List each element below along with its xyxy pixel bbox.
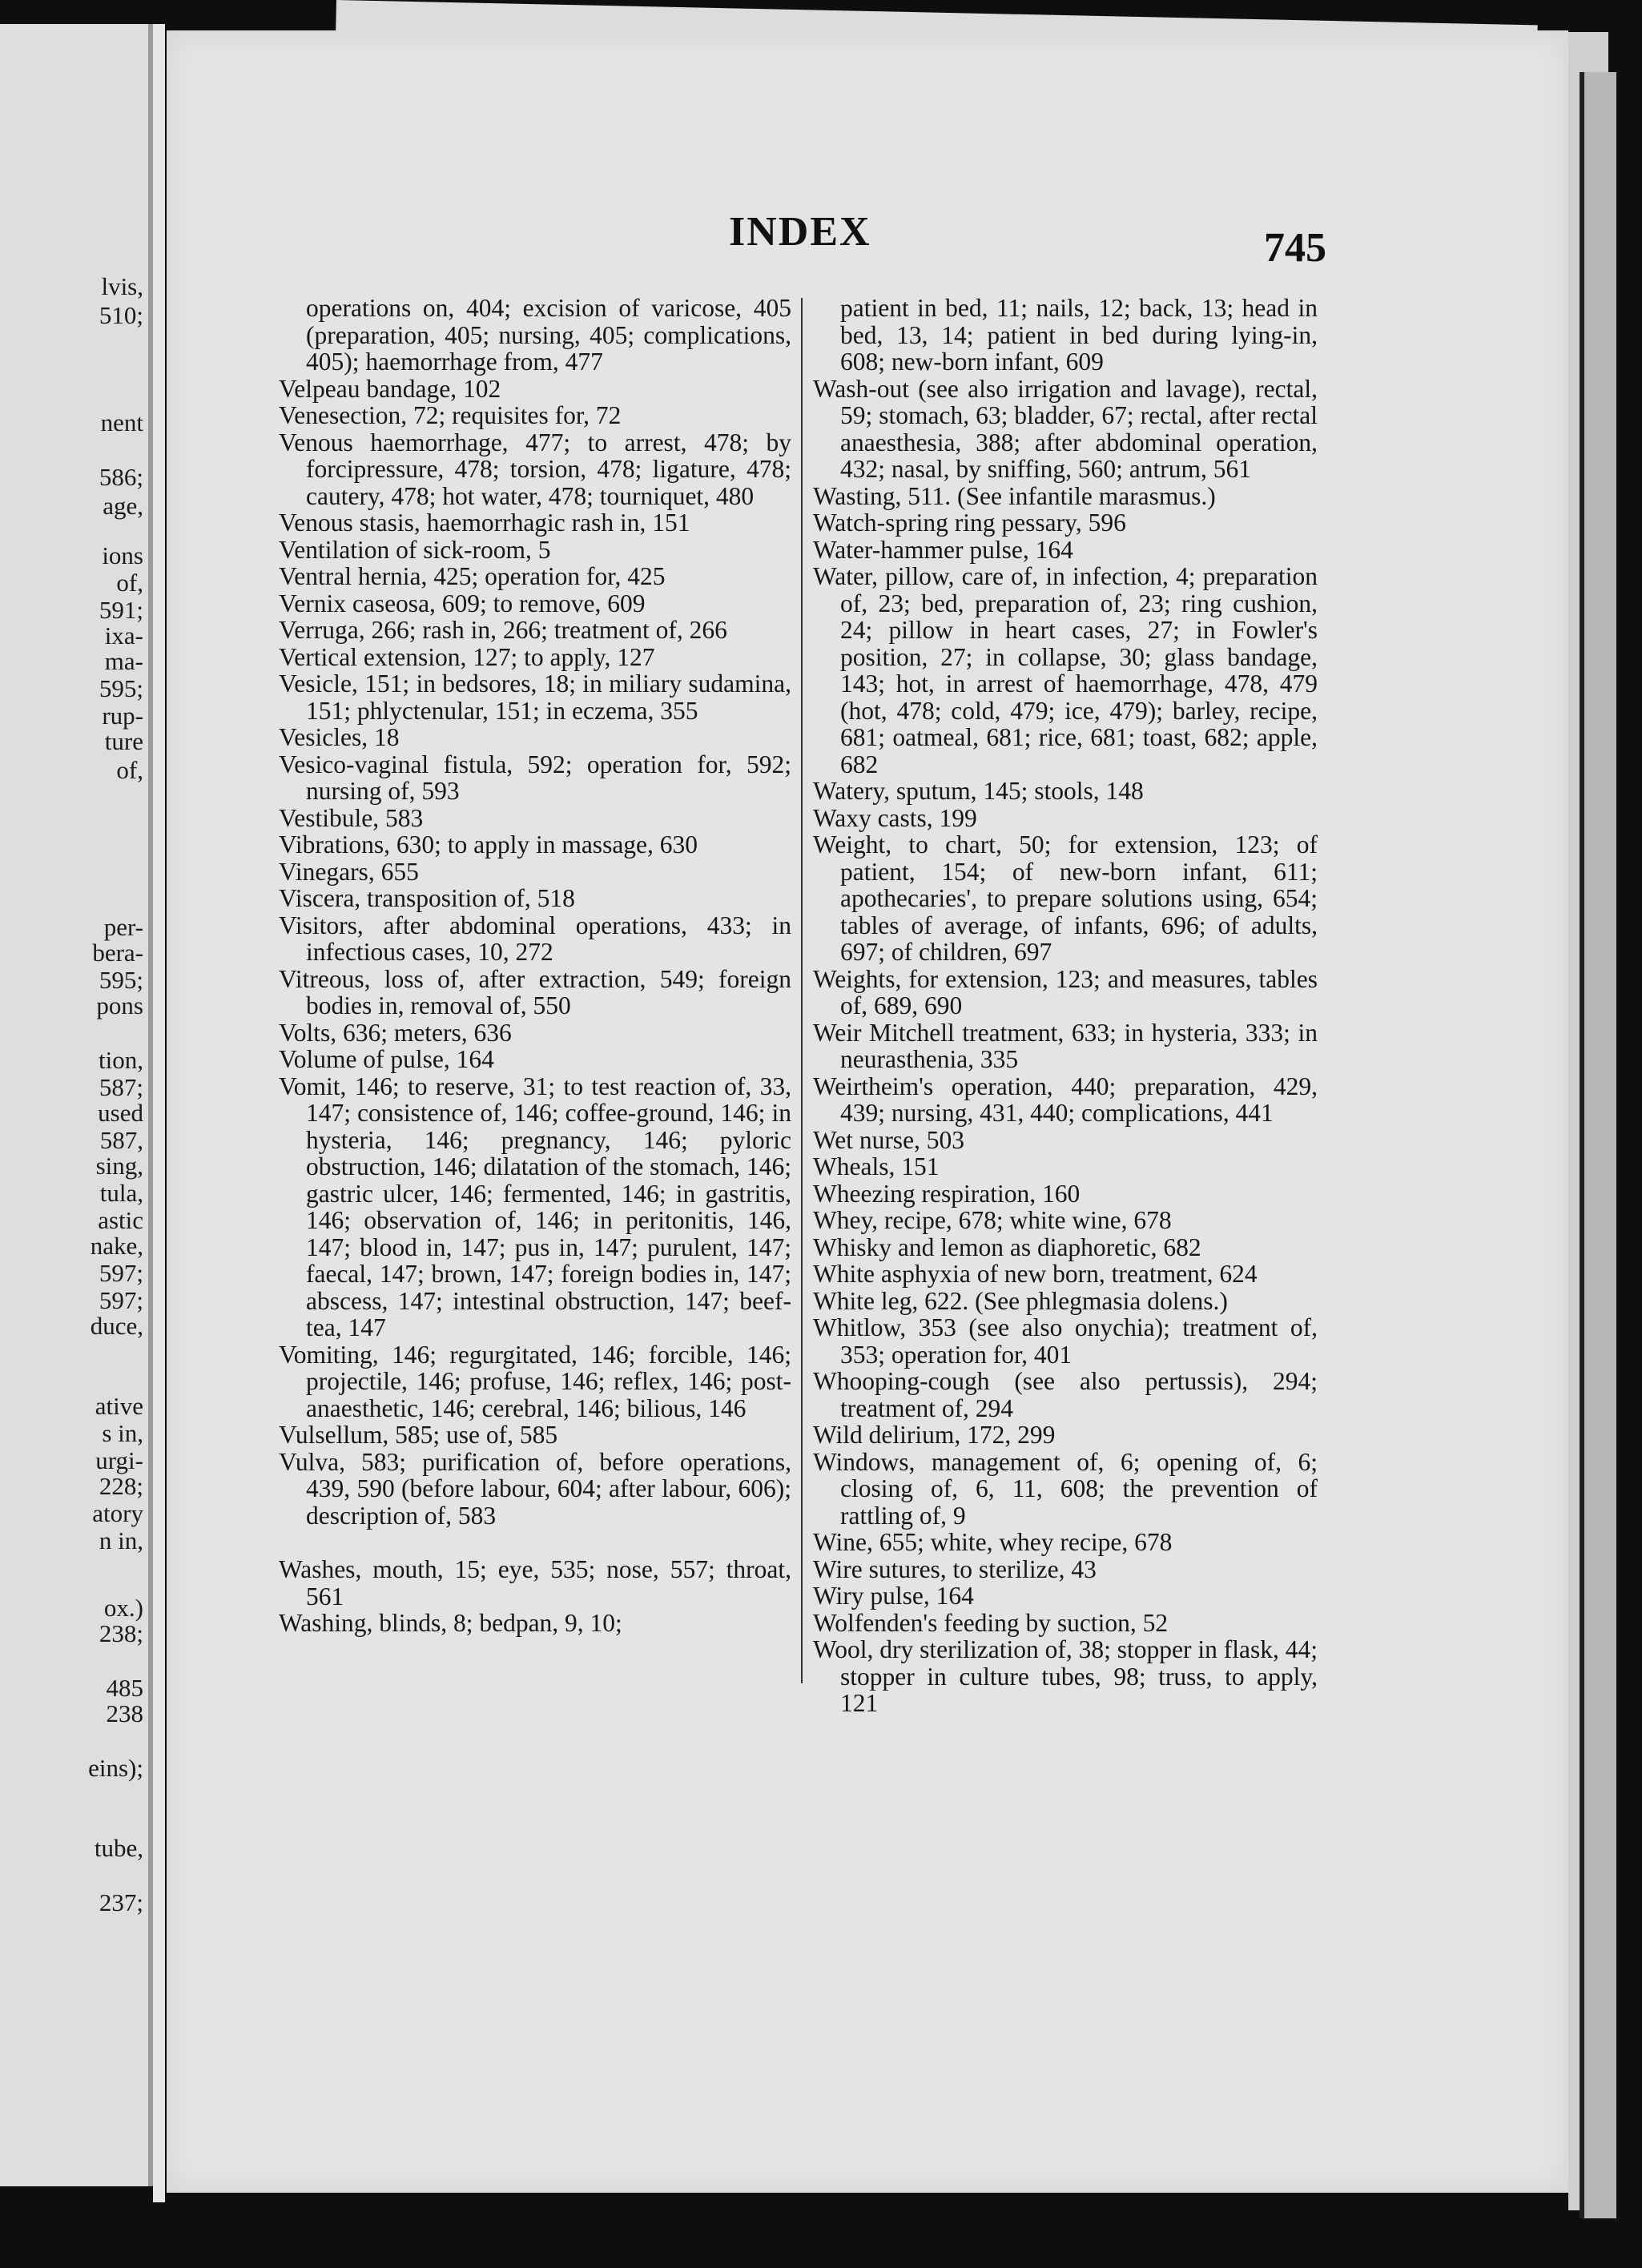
index-entry: Wild delirium, 172, 299	[813, 1421, 1056, 1449]
facing-page-text: nent	[100, 408, 143, 436]
facing-page-text: astic	[98, 1206, 143, 1234]
section-gap	[279, 1529, 791, 1556]
index-entry: Wheals, 151	[813, 1152, 940, 1180]
index-entry: Wet nurse, 503	[813, 1125, 965, 1154]
index-entry: Viscera, transposition of, 518	[279, 884, 575, 912]
index-entry: White leg, 622. (See phlegmasia dolens.)	[813, 1286, 1228, 1315]
column-divider	[801, 298, 803, 1683]
facing-page-text: 597;	[99, 1286, 143, 1314]
index-entry: Whitlow, 353 (see also onychia); treatment of, 353; operation for, 401	[813, 1313, 1318, 1369]
facing-page-text: eins);	[88, 1754, 143, 1782]
index-entry: Wool, dry sterilization of, 38; stopper in flask, 44; stopper in culture tubes, 98; truss, to apply, 121	[813, 1635, 1318, 1717]
facing-page-text: tion,	[99, 1046, 143, 1074]
index-entry: Vomit, 146; to reserve, 31; to test reaction of, 33, 147; consistence of, 146; coffee-ground, 146; in hysteria, 146; pregnancy, 146; pyloric obstruction, 146; dilatation of the stomach, 146; gastric ulcer, 146; fermented, 146; in gastritis, 146; observation of, 146; in peritonitis, 146, 147; blood in, 147; pus in, 147; purulent, 147; faecal, 147; brown, 147; foreign bodies in, 147; abscess, 147; intestinal obstruction, 147; beef-tea, 147	[279, 1072, 791, 1341]
index-entry: Vulsellum, 585; use of, 585	[279, 1421, 558, 1449]
page-number: 745	[1264, 225, 1326, 271]
index-entry: Wash-out (see also irrigation and lavage), rectal, 59; stomach, 63; bladder, 67; rectal, after rectal anaesthesia, 388; after abdominal operation, 432; nasal, by sniffing, 560; antrum, 561	[813, 374, 1318, 483]
index-entry: Vestibule, 583	[279, 803, 424, 832]
facing-page-text: rup-	[102, 702, 143, 730]
index-entry: Vitreous, loss of, after extraction, 549; foreign bodies in, removal of, 550	[279, 964, 791, 1019]
index-entry: Venous haemorrhage, 477; to arrest, 478; by forcipressure, 478; torsion, 478; ligature, 478; cautery, 478; hot water, 478; tourniquet, 480	[279, 428, 791, 510]
index-entry: Windows, management of, 6; opening of, 6; closing of, 6, 11, 608; the prevention of rattling of, 9	[813, 1447, 1318, 1530]
index-entry: Washing, blinds, 8; bedpan, 9, 10;	[279, 1609, 622, 1637]
facing-page-text: urgi-	[95, 1446, 143, 1474]
index-entry: Watery, sputum, 145; stools, 148	[813, 777, 1144, 805]
facing-page-text: s in,	[102, 1419, 143, 1447]
facing-page-text: 237;	[99, 1888, 143, 1916]
index-entry: Water-hammer pulse, 164	[813, 535, 1073, 564]
facing-page-text: used	[98, 1099, 143, 1127]
facing-page-text: 597;	[99, 1259, 143, 1287]
index-entry: Ventral hernia, 425; operation for, 425	[279, 562, 666, 590]
facing-page-text: 510;	[99, 301, 143, 329]
facing-page-text: bera-	[92, 939, 143, 967]
facing-page-text: of,	[116, 756, 143, 784]
index-entry: Velpeau bandage, 102	[279, 374, 501, 403]
page-edge-shadow	[1580, 72, 1616, 2218]
facing-page-text: ma-	[104, 647, 143, 675]
facing-page-text: 238;	[99, 1619, 143, 1647]
index-entry: Weir Mitchell treatment, 633; in hysteria, 333; in neurasthenia, 335	[813, 1018, 1318, 1073]
facing-page-text: age,	[103, 492, 143, 520]
index-entry: Vernix caseosa, 609; to remove, 609	[279, 589, 646, 617]
facing-page-text: ions	[102, 541, 143, 569]
index-entry: Whisky and lemon as diaphoretic, 682	[813, 1233, 1201, 1261]
index-entry: Wine, 655; white, whey recipe, 678	[813, 1528, 1173, 1556]
index-entry: Vesicle, 151; in bedsores, 18; in miliary sudamina, 151; phlyctenular, 151; in eczema, 355	[279, 670, 791, 725]
index-column-left	[279, 295, 791, 1637]
index-entry: White asphyxia of new born, treatment, 624	[813, 1260, 1258, 1288]
index-entry: Weights, for extension, 123; and measures, tables of, 689, 690	[813, 964, 1318, 1019]
facing-page-text: ture	[104, 727, 143, 755]
index-entry: Vulva, 583; purification of, before operations, 439, 590 (before labour, 604; after labour, 606); description of, 583	[279, 1447, 791, 1530]
facing-page-text: 238	[106, 1699, 143, 1727]
index-entry: Watch-spring ring pessary, 596	[813, 509, 1126, 537]
index-entry: Waxy casts, 199	[813, 803, 977, 832]
facing-page-text: 595;	[99, 966, 143, 994]
facing-page-text: pons	[96, 991, 143, 1019]
facing-page-text: nake,	[90, 1232, 143, 1260]
index-entry: patient in bed, 11; nails, 12; back, 13; head in bed, 13, 14; patient in bed during lying-in, 608; new-born infant, 609	[840, 294, 1318, 376]
index-entry: Washes, mouth, 15; eye, 535; nose, 557; throat, 561	[279, 1555, 791, 1611]
index-entry: operations on, 404; excision of varicose, 405 (preparation, 405; nursing, 405; complications, 405); haemorrhage from, 477	[306, 294, 791, 376]
index-entry: Wiry pulse, 164	[813, 1582, 974, 1610]
index-entry: Volume of pulse, 164	[279, 1045, 494, 1073]
index-column-right	[813, 295, 1318, 1717]
facing-page-fragment	[0, 24, 153, 2186]
facing-page-text: 587;	[99, 1073, 143, 1101]
facing-page-text: 586;	[99, 463, 143, 491]
facing-page-text: lvis,	[101, 272, 143, 300]
index-entry: Venesection, 72; requisites for, 72	[279, 401, 622, 429]
facing-page-text: atory	[92, 1499, 143, 1527]
facing-page-text: tube,	[94, 1834, 143, 1862]
index-entry: Vesico-vaginal fistula, 592; operation for, 592; nursing of, 593	[279, 750, 791, 805]
page-binding	[153, 24, 165, 2202]
index-entry: Vertical extension, 127; to apply, 127	[279, 642, 655, 671]
facing-page-text: 591;	[99, 596, 143, 624]
facing-page-text: n in,	[99, 1526, 143, 1554]
facing-page-text: 228;	[99, 1472, 143, 1500]
index-entry: Vinegars, 655	[279, 857, 419, 886]
index-entry: Water, pillow, care of, in infection, 4; preparation of, 23; bed, preparation of, 23; ring cushion, 24; pillow in heart cases, 27; in Fowler's position, 27; in collapse, 30; glass bandage, 143; hot, in arrest of haemorrhage, 478, 479 (hot, 478; cold, 479; ice, 479); barley, recipe, 681; oatmeal, 681; rice, 681; toast, 682; apple, 682	[813, 562, 1318, 778]
page-title: INDEX	[729, 209, 871, 255]
index-entry: Wheezing respiration, 160	[813, 1179, 1081, 1208]
index-entry: Visitors, after abdominal operations, 433; in infectious cases, 10, 272	[279, 911, 791, 966]
index-entry: Verruga, 266; rash in, 266; treatment of, 266	[279, 616, 727, 644]
facing-page-text: tula,	[99, 1179, 143, 1207]
index-entry: Weight, to chart, 50; for extension, 123; of patient, 154; of new-born infant, 611; apothecaries', to prepare solutions using, 654; tables of average, of infants, 696; of adults, 697; of children, 697	[813, 830, 1318, 966]
index-entry: Venous stasis, haemorrhagic rash in, 151	[279, 509, 690, 537]
index-entry: Wolfenden's feeding by suction, 52	[813, 1608, 1169, 1637]
facing-page-text: sing,	[95, 1152, 143, 1180]
index-entry: Vesicles, 18	[279, 723, 400, 751]
index-entry: Wasting, 511. (See infantile marasmus.)	[813, 481, 1216, 510]
index-entry: Vibrations, 630; to apply in massage, 630	[279, 830, 698, 859]
facing-page-text: of,	[116, 569, 143, 597]
facing-page-text: ative	[95, 1392, 143, 1420]
facing-page-text: per-	[103, 913, 143, 941]
index-entry: Wire sutures, to sterilize, 43	[813, 1554, 1097, 1583]
facing-page-text: ixa-	[104, 621, 143, 649]
facing-page-text: 587,	[99, 1126, 143, 1154]
index-entry: Weirtheim's operation, 440; preparation, 429, 439; nursing, 431, 440; complications, 441	[813, 1072, 1318, 1127]
facing-page-text: ox.)	[103, 1594, 143, 1622]
index-entry: Whooping-cough (see also pertussis), 294; treatment of, 294	[813, 1367, 1318, 1422]
index-entry: Whey, recipe, 678; white wine, 678	[813, 1206, 1172, 1234]
index-entry: Volts, 636; meters, 636	[279, 1018, 512, 1047]
facing-page-text: 485	[106, 1674, 143, 1702]
facing-page-text: duce,	[90, 1312, 143, 1340]
index-entry: Vomiting, 146; regurgitated, 146; forcible, 146; projectile, 146; profuse, 146; reflex, 146; post-anaesthetic, 146; cerebral, 146; bilious, 146	[279, 1340, 791, 1422]
index-entry: Ventilation of sick-room, 5	[279, 535, 551, 564]
facing-page-text: 595;	[99, 674, 143, 702]
